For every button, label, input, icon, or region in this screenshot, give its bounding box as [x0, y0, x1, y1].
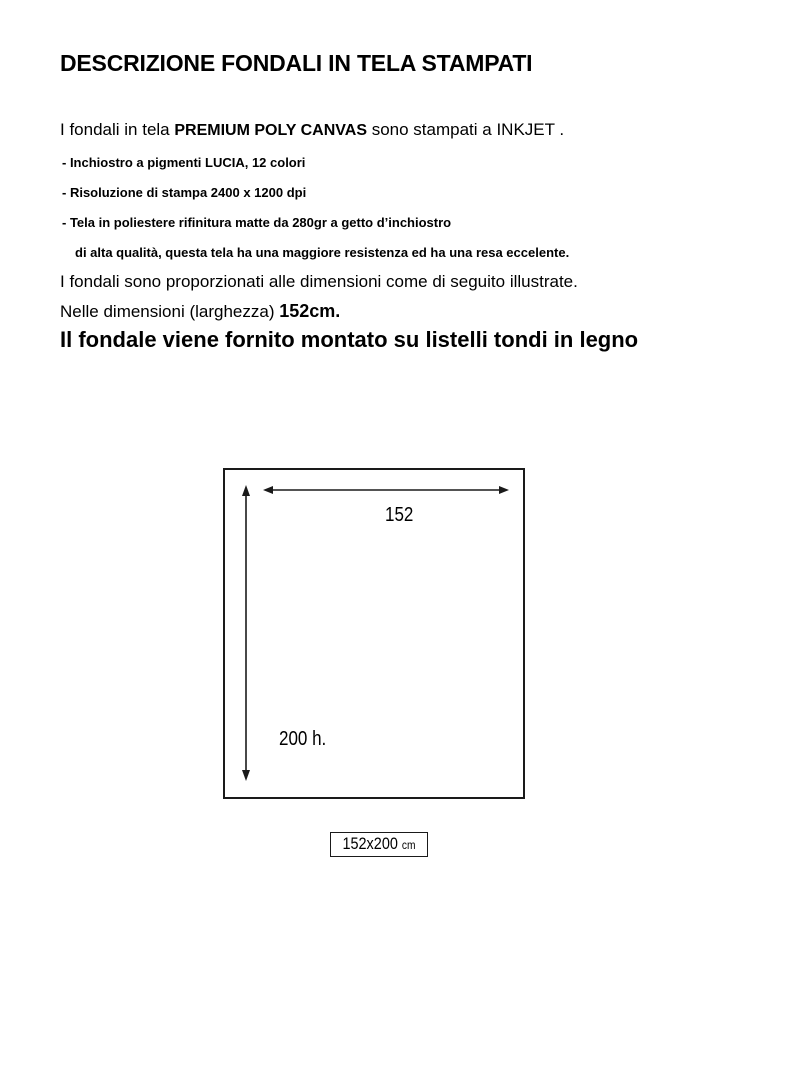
dimensions-value: 152cm. — [279, 301, 341, 321]
height-arrow-icon — [242, 485, 250, 781]
dimension-arrows — [225, 470, 523, 797]
dimensions-text — [60, 301, 340, 322]
height-label: 200 h. — [279, 728, 327, 750]
intro-line — [60, 120, 564, 140]
dimensions-prefix: Nelle dimensioni (larghezza) — [60, 302, 280, 321]
mounting-text: Il fondale viene fornito montato su listelli tondi in legno — [60, 327, 639, 352]
size-badge — [330, 832, 428, 857]
width-arrow-icon — [263, 486, 509, 494]
spec-item-ink: - Inchiostro a pigmenti LUCIA, 12 colori — [62, 155, 306, 170]
spec-item-resolution: - Risoluzione di stampa 2400 x 1200 dpi — [62, 185, 307, 200]
proportions-text: I fondali sono proporzionati alle dimensioni come di seguito illustrate. — [60, 272, 578, 291]
width-label: 152 — [385, 504, 414, 526]
size-unit: cm — [401, 838, 416, 852]
intro-suffix: sono stampati a INKJET . — [366, 120, 565, 139]
spec-item-canvas: - Tela in poliestere rifinitura matte da 280gr a getto d’inchiostro — [62, 215, 452, 230]
size-value: 152x200 — [342, 834, 398, 853]
intro-product-name: PREMIUM POLY CANVAS — [174, 122, 367, 139]
backdrop-size-diagram — [223, 468, 525, 799]
page-title: DESCRIZIONE FONDALI IN TELA STAMPATI — [60, 50, 533, 76]
spec-item-canvas-continued: di alta qualità, questa tela ha una maggiore resistenza ed ha una resa eccelente. — [75, 245, 570, 260]
intro-prefix: I fondali in tela — [60, 120, 175, 139]
